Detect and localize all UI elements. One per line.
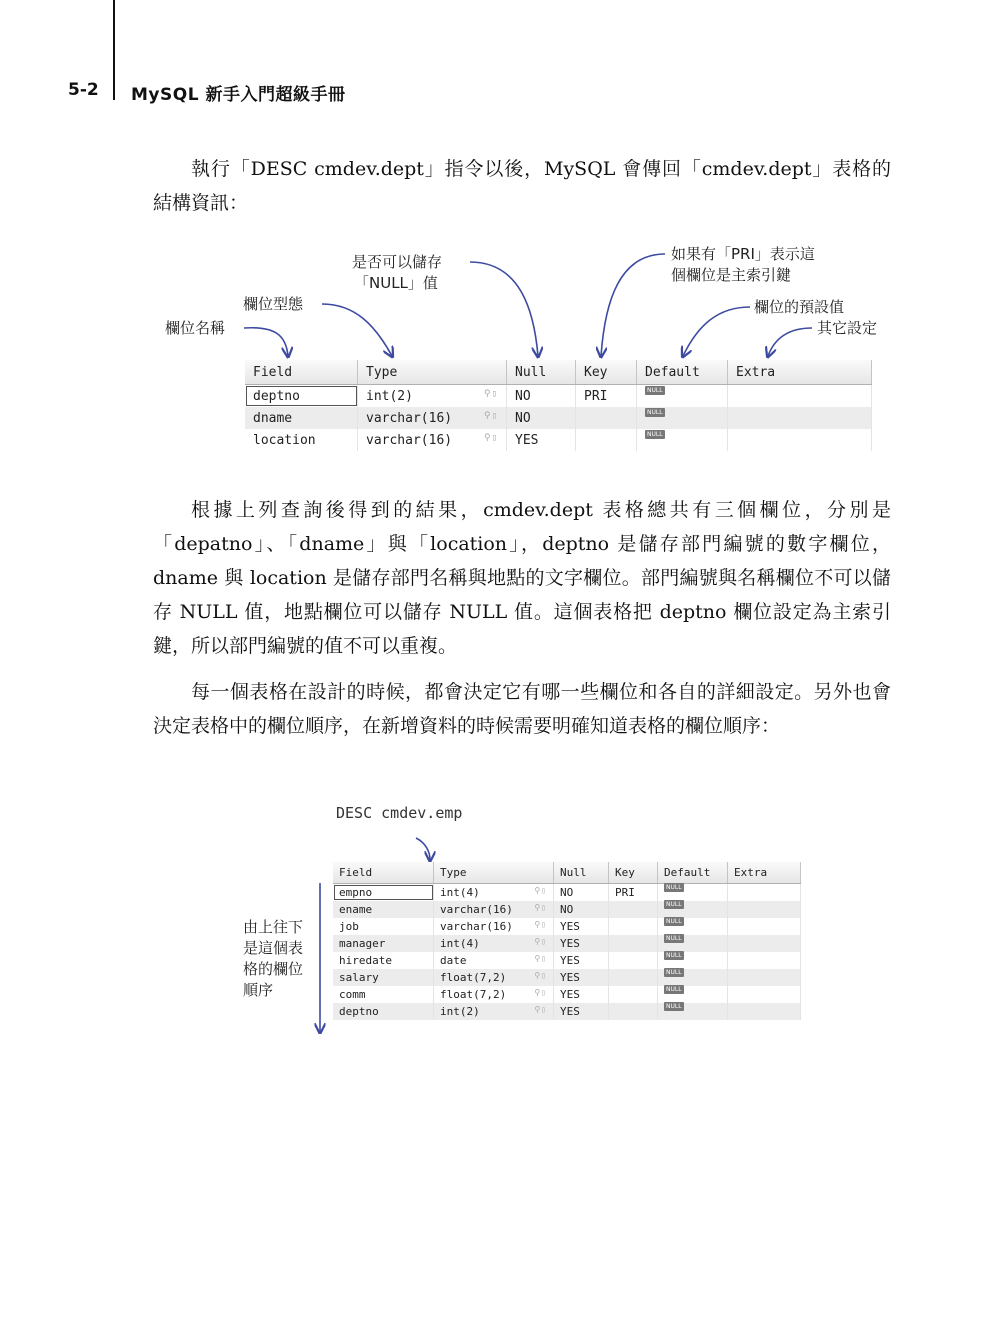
arrow-command (416, 838, 430, 860)
table-row[interactable] (333, 884, 801, 902)
column-header-null[interactable]: Null (554, 862, 609, 884)
cell-default[interactable] (658, 986, 728, 1003)
edit-field-icon[interactable]: ⚲▯ (483, 388, 498, 399)
annotation-key-2: 個欄位是主索引鍵 (671, 266, 792, 284)
page-number: 5-2 (68, 80, 99, 100)
cell-extra[interactable] (728, 901, 801, 918)
cell-type-text: int(4) (440, 937, 480, 950)
cell-key[interactable]: PRI (576, 385, 637, 408)
cell-type-text: varchar(16) (440, 920, 513, 933)
annotation-field-name: 欄位名稱 (165, 319, 226, 337)
cell-extra[interactable] (728, 986, 801, 1003)
annotation-nullable-2: 「NULL」值 (354, 274, 438, 292)
table-row[interactable] (333, 969, 801, 986)
null-badge: NULL (666, 918, 682, 925)
table-row[interactable] (333, 935, 801, 952)
cell-type[interactable] (358, 429, 507, 451)
null-badge: NULL (666, 986, 682, 993)
edit-field-icon[interactable]: ⚲▯ (534, 920, 547, 929)
cell-type-text: date (440, 954, 467, 967)
null-badge: NULL (666, 935, 682, 942)
cell-type[interactable] (434, 901, 554, 918)
table-header-row (333, 862, 801, 884)
null-badge: NULL (647, 386, 663, 394)
arrow-field-name (244, 328, 288, 356)
edit-field-icon[interactable]: ⚲▯ (534, 886, 547, 895)
cell-field[interactable]: location (245, 429, 358, 451)
cell-field[interactable]: deptno (333, 1003, 434, 1020)
null-badge: NULL (647, 408, 663, 416)
column-header-field[interactable]: Field (333, 862, 434, 884)
cell-default[interactable] (658, 918, 728, 935)
cell-type[interactable] (434, 918, 554, 935)
cell-extra[interactable] (728, 969, 801, 986)
arrow-default (683, 307, 750, 356)
table-row[interactable] (333, 986, 801, 1003)
arrow-extra (768, 328, 812, 356)
cell-default[interactable] (658, 901, 728, 918)
table-row[interactable] (245, 407, 872, 429)
cell-extra[interactable] (728, 884, 801, 902)
cell-key[interactable] (576, 429, 637, 451)
cell-field[interactable]: empno (333, 884, 434, 902)
null-badge: NULL (666, 952, 682, 959)
cell-field[interactable]: job (333, 918, 434, 935)
edit-field-icon[interactable]: ⚲▯ (534, 1005, 547, 1014)
cell-type-text: float(7,2) (440, 971, 507, 984)
column-header-type[interactable]: Type (434, 862, 554, 884)
arrow-key (601, 254, 665, 356)
annotation-default: 欄位的預設值 (754, 298, 845, 316)
arrow-field-type (322, 304, 392, 356)
edit-field-icon[interactable]: ⚲▯ (483, 432, 498, 443)
cell-field[interactable]: manager (333, 935, 434, 952)
cell-field[interactable]: dname (245, 407, 358, 429)
desc-emp-command: DESC cmdev.emp (336, 804, 463, 822)
column-header-key[interactable]: Key (609, 862, 658, 884)
cell-default[interactable] (637, 429, 728, 451)
side-note-line: 由上往下 (243, 918, 304, 936)
cell-key[interactable] (609, 918, 658, 935)
cell-null[interactable]: YES (554, 952, 609, 969)
cell-default[interactable] (658, 935, 728, 952)
desc-emp-table (333, 862, 801, 1020)
cell-default[interactable] (658, 952, 728, 969)
cell-type[interactable] (434, 952, 554, 969)
column-header-default[interactable]: Default (637, 360, 728, 385)
table-header-row (245, 360, 872, 385)
cell-null[interactable]: NO (554, 884, 609, 902)
desc-dept-table (245, 360, 872, 451)
cell-extra[interactable] (728, 1003, 801, 1020)
cell-field[interactable]: ename (333, 901, 434, 918)
cell-extra[interactable] (728, 385, 872, 408)
cell-null[interactable]: YES (554, 935, 609, 952)
table-row[interactable] (333, 1003, 801, 1020)
side-note-line: 順序 (243, 981, 274, 999)
annotation-nullable-1: 是否可以儲存 (352, 253, 443, 271)
cell-default[interactable] (658, 1003, 728, 1020)
table-row[interactable] (333, 901, 801, 918)
edit-field-icon[interactable]: ⚲▯ (534, 954, 547, 963)
annotation-field-type: 欄位型態 (243, 295, 304, 313)
column-header-field[interactable]: Field (245, 360, 358, 385)
column-header-type[interactable]: Type (358, 360, 507, 385)
cell-extra[interactable] (728, 918, 801, 935)
cell-default[interactable] (658, 969, 728, 986)
cell-type[interactable] (434, 935, 554, 952)
explanation-paragraph (153, 493, 891, 663)
cell-key[interactable] (609, 901, 658, 918)
edit-field-icon[interactable]: ⚲▯ (483, 410, 498, 421)
edit-field-icon[interactable]: ⚲▯ (534, 937, 547, 946)
side-note-line: 是這個表 (243, 939, 304, 957)
cell-extra[interactable] (728, 429, 872, 451)
cell-field[interactable]: salary (333, 969, 434, 986)
column-header-extra[interactable]: Extra (728, 862, 801, 884)
cell-type-text: varchar(16) (366, 410, 453, 426)
null-badge: NULL (647, 430, 663, 438)
null-badge: NULL (666, 884, 682, 891)
cell-type[interactable] (434, 1003, 554, 1020)
cell-null[interactable]: NO (507, 407, 576, 429)
null-badge: NULL (666, 1003, 682, 1010)
cell-null[interactable]: YES (554, 986, 609, 1003)
arrow-null (470, 262, 538, 356)
cell-null[interactable]: YES (507, 429, 576, 451)
cell-key[interactable] (576, 407, 637, 429)
table-row[interactable] (333, 918, 801, 935)
cell-type-text: int(2) (366, 388, 413, 404)
cell-key[interactable] (609, 935, 658, 952)
cell-type-text: varchar(16) (440, 903, 513, 916)
cell-default[interactable] (637, 385, 728, 408)
null-badge: NULL (666, 901, 682, 908)
cell-null[interactable]: YES (554, 1003, 609, 1020)
cell-field[interactable]: deptno (245, 385, 358, 408)
order-text: 每一個表格在設計的時候，都會決定它有哪一些欄位和各自的詳細設定。另外也會決定表格中的欄位順序，在新增資料的時候需要明確知道表格的欄位順序： (153, 681, 891, 737)
cell-null[interactable]: NO (507, 385, 576, 408)
cell-key[interactable] (609, 986, 658, 1003)
cell-type-text: float(7,2) (440, 988, 507, 1001)
table-row[interactable] (245, 385, 872, 408)
table-row[interactable] (333, 952, 801, 969)
cell-field[interactable]: hiredate (333, 952, 434, 969)
book-title: MySQL 新手入門超級手冊 (131, 85, 346, 105)
cell-extra[interactable] (728, 935, 801, 952)
side-note-line: 格的欄位 (243, 960, 304, 978)
cell-type-text: int(2) (440, 1005, 480, 1018)
cell-type[interactable] (434, 884, 554, 902)
edit-field-icon[interactable]: ⚲▯ (534, 971, 547, 980)
cell-default[interactable] (637, 407, 728, 429)
cell-null[interactable]: YES (554, 918, 609, 935)
cell-extra[interactable] (728, 952, 801, 969)
cell-default[interactable] (658, 884, 728, 902)
column-header-default[interactable]: Default (658, 862, 728, 884)
cell-type-text: varchar(16) (366, 432, 453, 448)
cell-key[interactable] (609, 969, 658, 986)
cell-key[interactable] (609, 1003, 658, 1020)
annotation-key-1: 如果有「PRI」表示這 (671, 245, 815, 263)
cell-null[interactable]: YES (554, 969, 609, 986)
column-header-null[interactable]: Null (507, 360, 576, 385)
cell-key[interactable] (609, 952, 658, 969)
column-header-extra[interactable]: Extra (728, 360, 872, 385)
cell-key[interactable]: PRI (609, 884, 658, 902)
null-badge: NULL (666, 969, 682, 976)
cell-type[interactable] (358, 385, 507, 408)
cell-type[interactable] (434, 969, 554, 986)
explanation-text: 根據上列查詢後得到的結果，cmdev.dept 表格總共有三個欄位，分別是「depatno」、「dname」與「location」，deptno 是儲存部門編號的數字欄位，dname 與 location 是儲存部門名稱與地點的文字欄位。部門編號與名稱欄位不可以儲存 NULL 值，地點欄位可以儲存 NULL 值。這個表格把 deptno 欄位設定為主索引鍵，所以部門編號的值不可以重複。 (153, 499, 891, 657)
order-side-note (243, 917, 315, 1001)
cell-type-text: int(4) (440, 886, 480, 899)
cell-field[interactable]: comm (333, 986, 434, 1003)
table-row[interactable] (245, 429, 872, 451)
cell-type[interactable] (434, 986, 554, 1003)
intro-text: 執行「DESC cmdev.dept」指令以後，MySQL 會傳回「cmdev.dept」表格的結構資訊： (153, 158, 891, 214)
edit-field-icon[interactable]: ⚲▯ (534, 988, 547, 997)
edit-field-icon[interactable]: ⚲▯ (534, 903, 547, 912)
cell-null[interactable]: NO (554, 901, 609, 918)
column-header-key[interactable]: Key (576, 360, 637, 385)
order-paragraph (153, 675, 891, 743)
annotation-extra: 其它設定 (817, 319, 878, 337)
cell-extra[interactable] (728, 407, 872, 429)
cell-type[interactable] (358, 407, 507, 429)
